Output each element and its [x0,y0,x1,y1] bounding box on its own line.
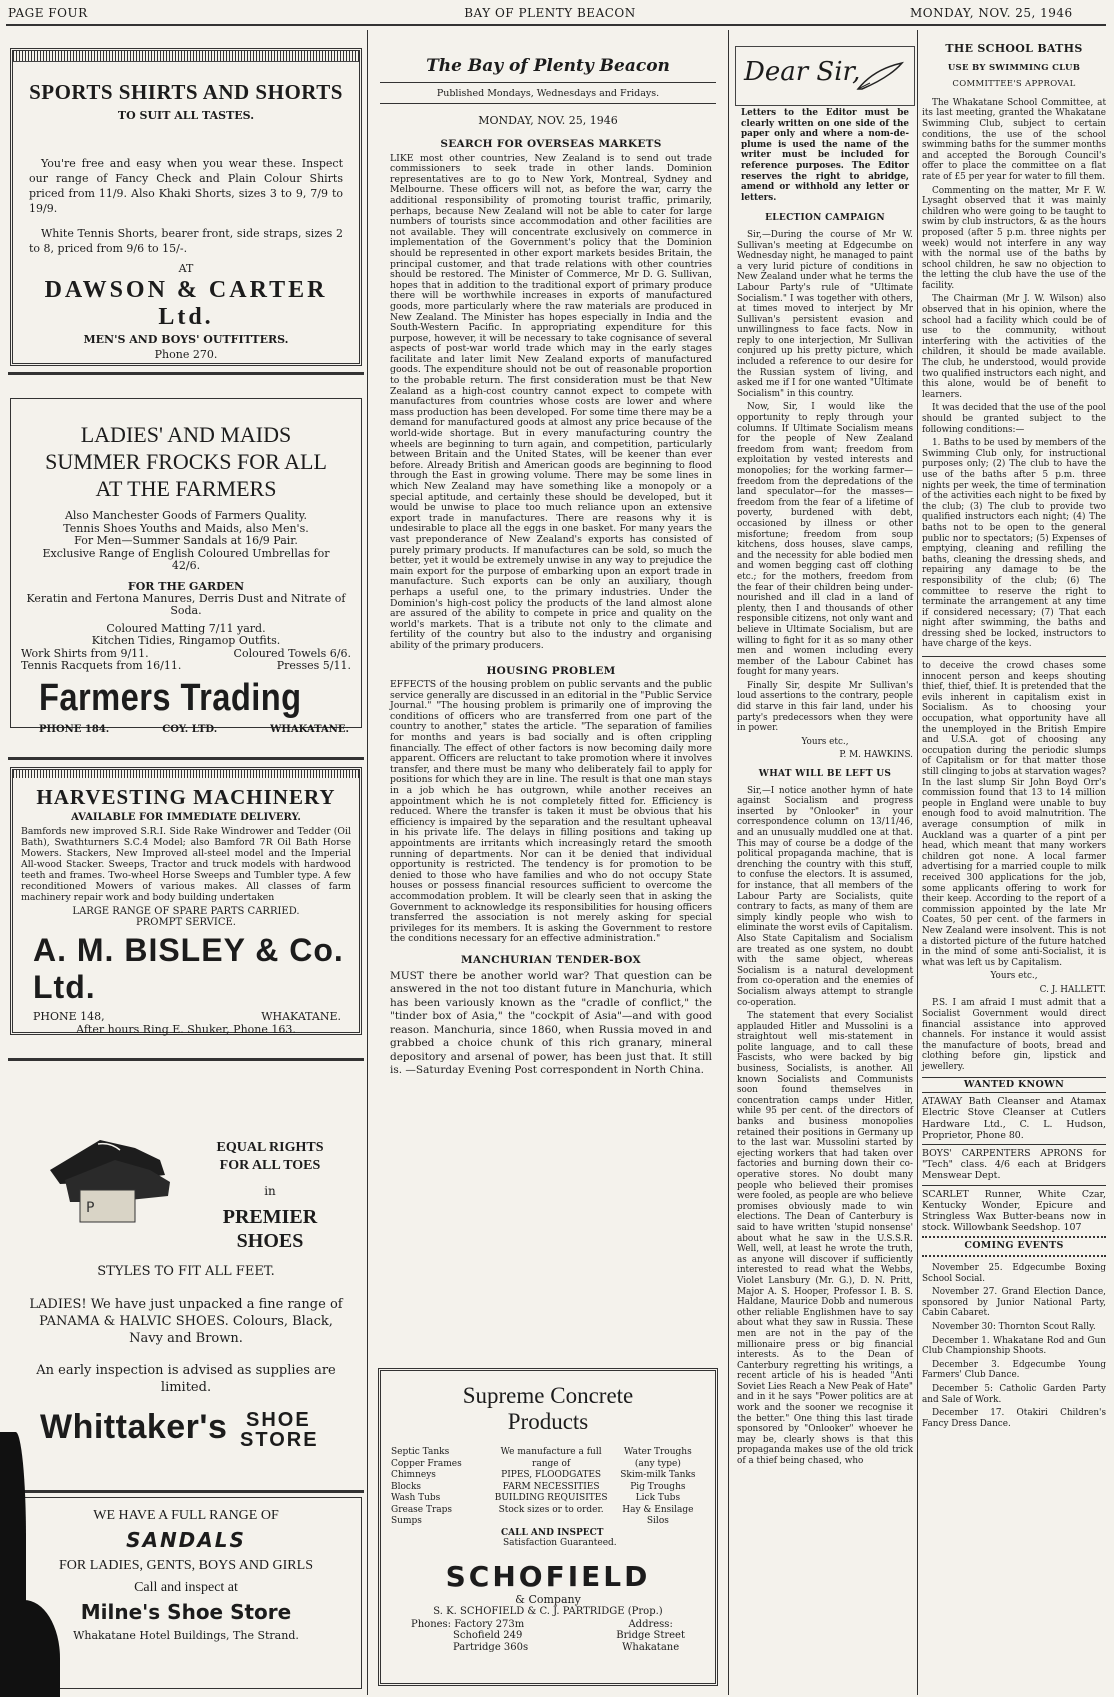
brand-name: Farmers Trading [39,676,302,719]
store-name: SHOE [246,1409,311,1431]
letter-headline: WHAT WILL BE LEFT US [758,769,892,780]
product-item: Skim-milk Tanks [620,1470,696,1480]
ad-sandals [10,1497,362,1689]
section-rule [8,757,364,760]
article-paragraph: The Chairman (Mr J. W. Wilson) also observed that in his opinion, where the school had a facility which could be of use to the community, without interfering with the activities of the children, it should be made available. The club, he understood, would provide two qualified instructors each night, and this alone, would be of benefit to learners. [922,294,1106,400]
event-item: November 30: Thornton Scout Rally. [932,1322,1096,1333]
rule [922,1255,1106,1257]
article-paragraph: LIKE most other countries, New Zealand is to send out trade commissioners to seek trade in other lands. Dominion representatives are to go to New York, Montreal, Sydney and Melbourne. These officers will not, as before the war, carry the additional responsibility of promoting tourist traffic, primarily, perhaps, because New Zealand will not be able to cater for large numbers of tourists since accommodation and other facilities are not available. They will concentrate exclusively on commerce in implementation of the Government's policy that the Dominion should be represented in other export markets besides Britain, the principal customer, and that trade relations with other countries should be restored. The Minister of Commerce, Mr D. G. Sullivan, hopes that in addition to the traditional export of primary produce there will be worthwhile increases in exports of manufactured goods, more particularly where the raw materials are produced in New Zealand. The Minister has hopes especially in India and the South-Western Pacific. In appropriating expenditure for this purpose, however, it will be necessary to take cognisance of several aspects of post-war world trade which may in the early stages facilitate and later limit New Zealand exports of manufactured goods. The expenditure should not be out of reasonable proportion to the probable return. The first consideration must be that New Zealand as a high-cost country cannot expect to compete with manufactures from countries whose costs are lower and where mass production has been developed. For some time there may be a demand for manufactured goods at almost any price because of the world-wide shortage. But in every manufacturing country the wheels are beginning to turn again, and competition, particularly between Britain and the United States, will be keener than ever before. Already British and American goods are beginning to flood through the East in growing volume. There may be some lines in which New Zealand may have something like a monopoly or a special aptitude, and certainly these should be developed, but it would be unwise to place too much reliance upon an extensive export trade in manufactures. There are reasons why it is undesirable to place all the eggs in one basket. For many years the vast preponderance of New Zealand's exports has consisted of purely primary products. If manufactures can be sold, so much the better, yet it would be extremely unwise in any way to prejudice the main export for the purpose of embarking upon an export trade in manufacture. Such exports can be only an auxiliary, though perhaps a useful one, to the primary industries. Under the Dominion's high-cost policy the products of the land almost alone are assured of the ability to compete in price and quality on the world's markets. That is a tribute not only to the climate and fertility of the country but also to the industry and organising ability of the primary producers. [390,152,712,651]
ad-title: LADIES' AND MAIDS [80,422,292,447]
event-item: December 3. Edgecumbe Young Farmers' Club Dance. [922,1359,1106,1381]
headline: HOUSING PROBLEM [486,664,616,677]
letter-headline: ELECTION CAMPAIGN [765,213,885,224]
subheadline: USE BY SWIMMING CLUB [947,62,1081,73]
news-column [922,44,1106,1694]
product-item: Silos [646,1516,669,1526]
ad-item: Presses 5/11. [276,659,351,672]
ad-at: AT [178,262,194,275]
header-rule [6,24,1106,26]
product-item: Chimneys [391,1470,436,1480]
store-tagline: MEN'S AND BOYS' OUTFITTERS. [83,333,289,346]
ad-footer [33,1010,341,1023]
store-phone: PHONE 148, [33,1010,105,1023]
ad-line: & Company [515,1592,581,1606]
event-item: November 25. Edgecumbe Boxing School Social. [922,1263,1106,1284]
product-item: Water Troughs [624,1447,692,1457]
event-item: December 5: Catholic Garden Party and Sale of Work. [922,1383,1106,1405]
product-item: Lick Tubs [635,1493,681,1503]
ad-tagline: STYLES TO FIT ALL FEET. [97,1264,275,1279]
ad-body: Bamfords new improved S.R.I. Side Rake Windrower and Tedder (Oil Bath), Swathturners S.C.4 Model; also Bamford 7R Oil Bath Horse Mowers. Stackers, New Improved all-steel model and the Imperial All-wood Stacker. Sweeps, Tractor and truck models with hardwood teeth and frames. Two-wheel Horse Sweeps and Tumbler type. A few reconditioned Mowers of various makes. All classes of farm machinery repair work and body building undertaken [21,826,351,903]
ad-farmers-trading [10,398,362,735]
article-paragraph: EFFECTS of the housing problem on public servants and the public service generally are discussed in an editorial in the "Public Service Journal." "The housing problem is primarily one of improving the conditions of officers who are transferred from one part of the country to another," states the article. "The separation of families for months and years is bad socially and is often crippling financially. The effect of other factors is now becoming daily more apparent. Officers are reluctant to take promotion where it involves transfer, and there must be many who deliberately fail to apply for positions for which they are in line. The result is that one man stays in a job which he has outgrown, while another receives an appointment which he is not completely fitted for. Efficiency is reduced. Where the transfer is taken it must be obvious that his efficiency is impaired by the separation and the resultant upheaval in his private life. The delays in filling positions and taking up appointments are irritants which increasingly retard the smooth running of departments. Nor can it be denied that individual opportunity is restricted. The tendency is for promotion to be denied to those who have families and who do not occupy State houses or possess financial resources sufficient to overcome the accommodation problem. It will be clearly seen that in asking the Government to acknowledge its responsibilities for housing officers transferred the association is not merely asking for special privileges for its members. It is asking the Government to restore the conditions necessary for an effective administration." [390,679,712,945]
publication-days: Published Mondays, Wednesdays and Fridays. [436,88,660,99]
ad-item: Work Shirts from 9/11. [21,646,149,660]
ad-line: PROMPT SERVICE. [136,917,236,928]
ad-border-strip [13,770,359,778]
ad-line: LARGE RANGE OF SPARE PARTS CARRIED. [72,906,300,917]
product-item: Copper Frames [391,1458,462,1469]
column-rule [917,30,918,1695]
ad-title: Products [507,1409,589,1434]
ad-heading: FOR ALL TOES [219,1158,321,1173]
address-line: Whakatane [622,1641,680,1653]
contact-block [411,1619,685,1654]
ad-line: Call and inspect at [134,1580,238,1595]
ad-body: You're free and easy when you wear these. Inspect our range of Fancy Check and Plain Colour Shirts priced from 11/9. Also Khaki Shorts, sizes 3 to 9, 7/9 to 19/9. [29,157,343,215]
ad-line: Coloured Matting 7/11 yard. [106,621,266,635]
ad-line: S. K. SCHOFIELD & C. J. PARTRIDGE (Prop.) [433,1605,663,1617]
product-list [491,1447,610,1528]
event-item: November 27. Grand Election Dance, sponsored by Junior National Party, Cabin Cabaret. [922,1287,1106,1319]
ad-item: Tennis Racquets from 16/11. [21,659,182,672]
headline: THE SCHOOL BATHS [945,42,1083,55]
product-item: Pig Troughs [630,1481,686,1492]
ad-title: Supreme Concrete [462,1383,634,1408]
ad-line: Kitchen Tidies, Ringamop Outfits. [91,634,281,647]
ad-line: After hours Ring E. Shuker, Phone 163. [76,1023,296,1036]
product-item: range of [532,1458,571,1469]
ad-harvesting-machinery [10,767,362,1035]
letter-signature: P. M. HAWKINS. [839,750,913,761]
brand-name: PREMIER [222,1206,318,1228]
product-table [391,1447,705,1528]
rule [380,82,716,83]
letters-logo-box [735,46,915,106]
event-item: December 1. Whakatane Rod and Gun Club Championship Shoots. [922,1335,1106,1357]
classified-ad: SCARLET Runner, White Czar, Kentucky Wonder, Epicure and Stringless Wax Butter-beans now in stock. Willowbank Seedshop. 107 [922,1188,1106,1234]
header-date: MONDAY, NOV. 25, 1946 [910,6,1073,20]
store-company: COY. LTD. [162,723,218,735]
ad-subtitle: AVAILABLE FOR IMMEDIATE DELIVERY. [71,812,301,823]
store-town: WHAKATANE. [261,1010,341,1023]
ad-item: Coloured Towels 6/6. [233,646,351,660]
rule [380,103,716,104]
headline: MANCHURIAN TENDER-BOX [461,953,641,966]
letter-continuation: to deceive the crowd chases some innocent person and keeps shouting thief, thief, thief. It is pretended that the evils inherent in capitalism exist in Socialism. As to choosing your occupation, what opportunity have all the unemployed in the British Empire and U.S.A. got of choosing any occupation during the periodic slumps of Capitalism or for that matter those still clinging to jobs at starvation wages? In the last slump Sir John Boyd Orr's commission found that 13 to 14 million people in England were unable to buy enough food to avoid malnutrition. The average consumption of milk in Auckland was a quarter of a pint per head, which meant that many workers children got none. A local farmer advertising for a married couple to milk received 300 applications for the job, some applicants offering to work for their keep. According to the report of a commission appointed by the late Mr Coates, 50 per cent. of the farmers in New Zealand were insolvent. This is not a distorted picture of the future hatched in the mind of some anti-Socialist, it is what was left us by Capitalism. [922,661,1106,968]
product-list [391,1447,491,1528]
firm-name: SCHOFIELD [445,1559,651,1593]
product-list [611,1447,705,1528]
rule [922,1144,1106,1145]
product-item: BUILDING REQUISITES [494,1493,608,1503]
product-item: Wash Tubs [391,1493,441,1503]
classified-ad: BOYS' CARPENTERS APRONS for "Tech" class. 4/6 each at Bridgers Menswear Dept. [922,1148,1106,1182]
product-item: Stock sizes or to order. [498,1504,604,1515]
ad-line [21,660,351,673]
ad-body: An early inspection is advised as supplies are limited. [36,1363,336,1395]
ad-title: HARVESTING MACHINERY [36,785,336,809]
classified-ad: ATAWAY Bath Cleanser and Atamax Electric Stove Cleanser at Cutlers Hardware Ltd., C. L. Hudson, Proprietor, Phone 80. [922,1096,1106,1141]
article-paragraph: It was decided that the use of the pool should be granted subject to the following conditions:— [922,403,1106,435]
column-rule [728,30,729,1695]
letter-paragraph: Sir,—During the course of Mr W. Sullivan's meeting at Edgecumbe on Wednesday night, he managed to paint a very lurid picture of conditions in New Zealand under what he terms the Labour Party's rule of "Ultimate Socialism." I was together with others, at times moved to interject by Mr Sullivan's persistent evasion and unwillingness to face facts. Now in reply to one interjection, Mr Sullivan conjured up his pretty picture, which included a reference to our desire for the Russian system of living, and asked me if I for one wanted "Ultimate Socialism" in this country. [737,229,913,399]
subheadline: COMMITTEE'S APPROVAL [952,79,1076,90]
paper-name: BAY OF PLENTY BEACON [464,6,636,20]
store-town: WHAKATANE. [270,723,349,735]
headline: SEARCH FOR OVERSEAS MARKETS [440,138,662,150]
column-rule [367,30,368,1695]
article-paragraph: 1. Baths to be used by members of the Swimming Club only, for instructional purposes only; (2) The club to have the use of the baths after 5 p.m. three nights per week, the time of termination of the activities each night to be fixed by the club; (3) The club to provide two qualified instructors each night; (4) The baths not to be open to the general public nor to spectators; (5) Expenses of emptying, cleaning and refilling the baths, cleaning the dressing sheds, and repairing any damage to be the responsibility of the club; (6) The committee to reserve the right to terminate the arrangement at any time if considered necessary; (7) That each night after swimming, the baths and dressing shed be locked, instructors to have charge of the keys. [922,438,1106,650]
ad-title: SPORTS SHIRTS AND SHORTS [29,80,343,104]
quill-pen-icon [854,59,906,93]
classified-heading: COMING EVENTS [964,1240,1064,1252]
editorial-column [390,133,712,1378]
store-phone: Phone 270. [154,348,218,361]
letter-signature: C. J. HALLETT. [1039,984,1106,995]
phone-line: Phones: Factory 273m [411,1618,525,1630]
ad-supreme-concrete [378,1368,718,1686]
rule [922,1092,1106,1093]
letters-logo: Dear Sir, [744,57,861,87]
article-paragraph: The Whakatane School Committee, at its last meeting, granted the Whakatane Swimming Club, subject to certain conditions, the use of the school swimming baths for the summer months and accepted the Borough Council's offer to place the committee on a flat rate of £5 per year for water to fill them. [922,97,1106,182]
ad-line: Satisfaction Guaranteed. [503,1537,617,1548]
product-item: PIPES, FLOODGATES [501,1470,602,1480]
store-phone: PHONE 184. [39,723,110,735]
classified-heading: WANTED KNOWN [963,1078,1065,1090]
product-item: We manufacture a full [500,1447,602,1457]
editorial-date: MONDAY, NOV. 25, 1946 [478,114,618,127]
ad-title: AT THE FARMERS [95,476,277,501]
address-line: Bridge Street [616,1630,685,1641]
store-name: Whittaker's [40,1408,228,1446]
letters-notice: Letters to the Editor must be clearly written on one side of the paper only and where a nom-de-plume is used the name of the writer must be included for reference purposes. The Editor reserves the right to abridge, amend or withhold any letter or letters. [741,108,909,203]
article-paragraph: MUST there be another world war? That question can be answered in the not too distant future in Manchuria, which has been variously known as the "cradle of conflict," the "tinder box of Asia," the "cockpit of Asia"—and with good reason. Manchuria, since 1860, when Russia moved in and grabbed a choice chunk of this rich granary, mineral depository and arsenal of power, has been just that. It still is. —Saturday Evening Post correspondent in North China. [390,969,712,1077]
ad-subtitle: TO SUIT ALL TASTES. [117,109,255,122]
ad-heading: WE HAVE A FULL RANGE OF [93,1508,279,1523]
store-name: Milne's Shoe Store [80,1600,292,1624]
ad-line: Also Manchester Goods of Farmers Quality. [64,509,308,522]
section-rule [8,1490,364,1493]
ad-in: in [264,1184,276,1198]
ad-sports-shirts [10,48,362,366]
letter-postscript: P.S. I am afraid I must admit that a Socialist Government would direct financial assistance into approved channels. For instance it would assist the manufacture of boots, bread and clothing before gin, lipstick and jewellery. [922,998,1106,1073]
product-item: Grease Traps [391,1504,453,1515]
ad-line: CALL AND INSPECT [501,1527,604,1538]
brand-name: SHOES [236,1230,304,1252]
store-name: STORE [240,1429,319,1451]
product-item: Septic Tanks [391,1447,450,1457]
ad-body: White Tennis Shorts, bearer front, side straps, sizes 2 to 8, priced from 9/6 to 15/-. [29,227,343,255]
ad-body: LADIES! We have just unpacked a fine range of PANAMA & HALVIC SHOES. Colours, Black, Navy and Brown. [29,1297,343,1346]
ad-line: Whakatane Hotel Buildings, The Strand. [73,1629,299,1642]
section-rule [8,1058,364,1061]
ad-footer [39,724,349,735]
address-line: Address: [628,1618,673,1630]
letter-paragraph: Sir,—I notice another hymn of hate against Socialism and progress inserted by "Onlooker" in your correspondence column on 13/11/46, and an unusually muddled one at that. This may of course be a dodge of the political propaganda machine, that is drenching the country with this stuff, to confuse the electors. It is assumed, for instance, that all members of the Labour Party are Socialists, quite contrary to facts, as many of them are simply kindly people who wish to eliminate the worst evils of Capitalism. Also State Capitalism and Socialism are treated as one system, no doubt with the same object, whereas Socialism is a natural development from co-operation and the enemies of Socialism always attempt to strangle co-operation. [737,785,913,1008]
product-item: (any type) [634,1458,681,1469]
phone-line: Partridge 360s [453,1641,529,1653]
product-item: Sumps [391,1516,422,1526]
ad-line: For Men—Summer Sandals at 16/9 Pair. [74,534,298,547]
firm-name: A. M. BISLEY & Co. Ltd. [33,932,344,1005]
letter-closing: Yours etc., [990,971,1038,982]
section-rule [8,372,364,375]
product-item: FARM NECESSITIES [502,1481,600,1492]
ad-line: Tennis Shoes Youths and Maids, also Men's. [63,521,309,535]
ad-heading: FOR THE GARDEN [127,579,245,593]
letter-paragraph: Finally Sir, despite Mr Sullivan's loud assertions to the contrary, people did starve in this fair land, under his party's predecessors when they were in power. [737,680,913,734]
ad-line: Keratin and Fertona Manures, Derris Dust and Nitrate of Soda. [26,591,346,617]
ad-border-strip [13,51,359,62]
ad-title: SUMMER FROCKS FOR ALL [45,449,327,474]
store-name: DAWSON & CARTER Ltd. [44,277,328,330]
shoe-illustration-icon [40,1120,180,1230]
ad-line: Exclusive Range of English Coloured Umbrellas for 42/6. [42,546,330,572]
event-item: December 17. Otakiri Children's Fancy Dress Dance. [922,1408,1106,1429]
letters-column [737,108,913,1693]
letter-paragraph: Now, Sir, I would like the opportunity to reply through your columns. If Ultimate Socialism means for the people of New Zealand freedom from want; freedom from exploitation by vested interests and monopolies; for the working farmer—freedom from the depredations of the land speculator—for the masses—freedom from the fear of a lifetime of poverty, burdened with debt, occasioned by illness or other misfortune; freedom from soup kitchens, doss houses, slave camps, and the necessity for able bodied men and women begging cast off clothing etc.; for the mothers, freedom from the fear of their children being under-nourished and ill clad in a land of plenty, then I and thousands of other responsible citizens, not only want and believe in Ultimate Socialism, but are willing to fight for it as so many other men and women including every member of the Labour Cabinet has fought for many years. [737,402,913,678]
phones [411,1619,528,1654]
phone-line: Schofield 249 [453,1630,523,1641]
editorial-masthead: The Bay of Plenty Beacon [426,56,670,76]
rule [922,1185,1106,1186]
rule [922,656,1106,657]
article-paragraph: Commenting on the matter, Mr F. W. Lysaght observed that it was mainly children who were going to be taught to swim by club instructors, & as the hours proposed (after 5 p.m. three nights per week) would not interfere in any way with the normal use of the baths by school children, he saw no objection to the letting the club have the use of the facility. [922,185,1106,291]
ad-premier-shoes [10,1100,362,1480]
letter-closing: Yours etc., [801,736,849,747]
ad-heading: EQUAL RIGHTS [216,1140,324,1155]
product-item: Hay & Ensilage [622,1504,694,1515]
letter-paragraph: The statement that every Socialist applauded Hitler and Mussolini is a straightout well mis-statement in polite language, and to call these Fascists, who were backed by big business, Socialists, is another. All known Socialists and Communists soon found themselves in concentration camps under Hitler, while 95 per cent. of the directors of banks and business monopolies retained their positions in Germany up to the last war. Mussolini started by ejecting workers that had taken over factories and burning down their co-operative stores. No doubt many people who believed their promises were fooled, as people are who believe promises obviously made to win elections. The Dean of Canterbury is said to have written 'stupid nonsense' about what he saw in the U.S.S.R. Well, well, at least he wrote the truth, as anyone will discover if sufficiently interested to read what the Webbs, Violet Lansbury (Mr. G.), D. N. Pritt, Major A. S. Hooper, Professor I. B. S. Haldane, Maurice Dobb and numerous other reliable Englishmen have to say about what they saw in Russia. These men are not in the pay of the millionaire press or big financial interests. As to the Dean of Canterbury regretting his writings, a recent article of his is headed "Anti Soviet Lies Reach a New Peak of Hate" and in it he says "Power politics are at work and the sooner we recognise it the better." One thing this last tirade sponsored by "Onlooker" whoever he may be, clearly shows is that this propaganda makes use of the old trick of a thief being chased, who [737,1011,913,1467]
svg-text:P: P [86,1200,95,1216]
rule [922,1236,1106,1238]
address [616,1619,685,1654]
page-number: PAGE FOUR [8,6,88,20]
rule [922,1077,1106,1078]
ad-line: FOR LADIES, GENTS, BOYS AND GIRLS [59,1558,313,1573]
ad-title: SANDALS [126,1528,246,1552]
product-item: Blocks [391,1481,422,1492]
